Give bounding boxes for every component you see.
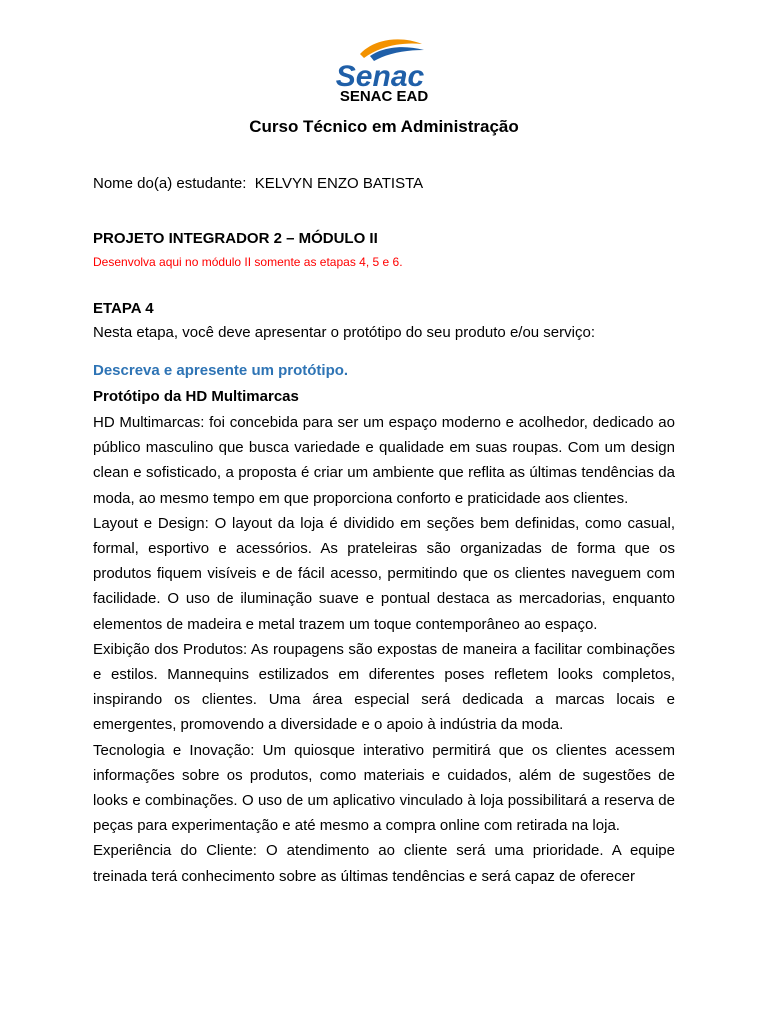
- senac-logo: [330, 34, 434, 92]
- course-title: Curso Técnico em Administração: [249, 117, 519, 136]
- stage-title: ETAPA 4: [93, 300, 154, 317]
- body-text: [93, 410, 675, 889]
- project-title: PROJETO INTEGRADOR 2 – MÓDULO II: [93, 230, 378, 247]
- student-label: Nome do(a) estudante:: [93, 175, 247, 192]
- paragraph-intro: HD Multimarcas: foi concebida para ser um espaço moderno e acolhedor, dedicado ao público masculino que busca variedade e qualidade em suas roupas. Com um design clean e sofisticado, a proposta é criar um ambiente que reflita as últimas tendências da moda, ao mesmo tempo em que proporciona conforto e praticidade aos clientes.: [93, 414, 675, 507]
- stage-description: Nesta etapa, você deve apresentar o protótipo do seu produto e/ou serviço:: [93, 324, 595, 341]
- project-instruction: Desenvolva aqui no módulo II somente as etapas 4, 5 e 6.: [93, 255, 403, 269]
- student-line: [93, 175, 423, 192]
- logo-wordmark: Senac: [335, 60, 425, 92]
- senac-logo-icon: [330, 34, 434, 92]
- paragraph-technology: Tecnologia e Inovação: Um quiosque interativo permitirá que os clientes acessem informações sobre os produtos, como materiais e cuidados, além de sugestões de looks e combinações. O uso de um aplicativo vinculado à loja possibilitará a reserva de peças para experimentação e até mesmo a compra online com retirada na loja.: [93, 741, 675, 835]
- student-name: KELVYN ENZO BATISTA: [254, 175, 424, 192]
- paragraph-layout-design: Layout e Design: O layout da loja é dividido em seções bem definidas, como casual, formal, esportivo e acessórios. As prateleiras são organizadas de forma que os produtos fiquem visíveis e de fácil acesso, permitindo que os clientes naveguem com facilidade. O uso de iluminação suave e pontual destaca as mercadorias, enquanto elementos de madeira e metal trazem um toque contemporâneo ao espaço.: [93, 514, 675, 633]
- paragraph-product-display: Exibição dos Produtos: As roupagens são expostas de maneira a facilitar combinações e estilos. Mannequins estilizados em diferentes poses refletem looks completos, inspirando os clientes. Uma área especial será dedicada a marcas locais e emergentes, promovendo a diversidade e o apoio à indústria da moda.: [93, 640, 675, 734]
- org-name: SENAC EAD: [339, 88, 429, 105]
- stage-subtitle: Descreva e apresente um protótipo.: [93, 362, 349, 379]
- paragraph-customer-experience: Experiência do Cliente: O atendimento ao cliente será uma prioridade. A equipe treinada terá conhecimento sobre as últimas tendências e será capaz de oferecer: [93, 842, 675, 885]
- prototype-title: Protótipo da HD Multimarcas: [93, 388, 299, 405]
